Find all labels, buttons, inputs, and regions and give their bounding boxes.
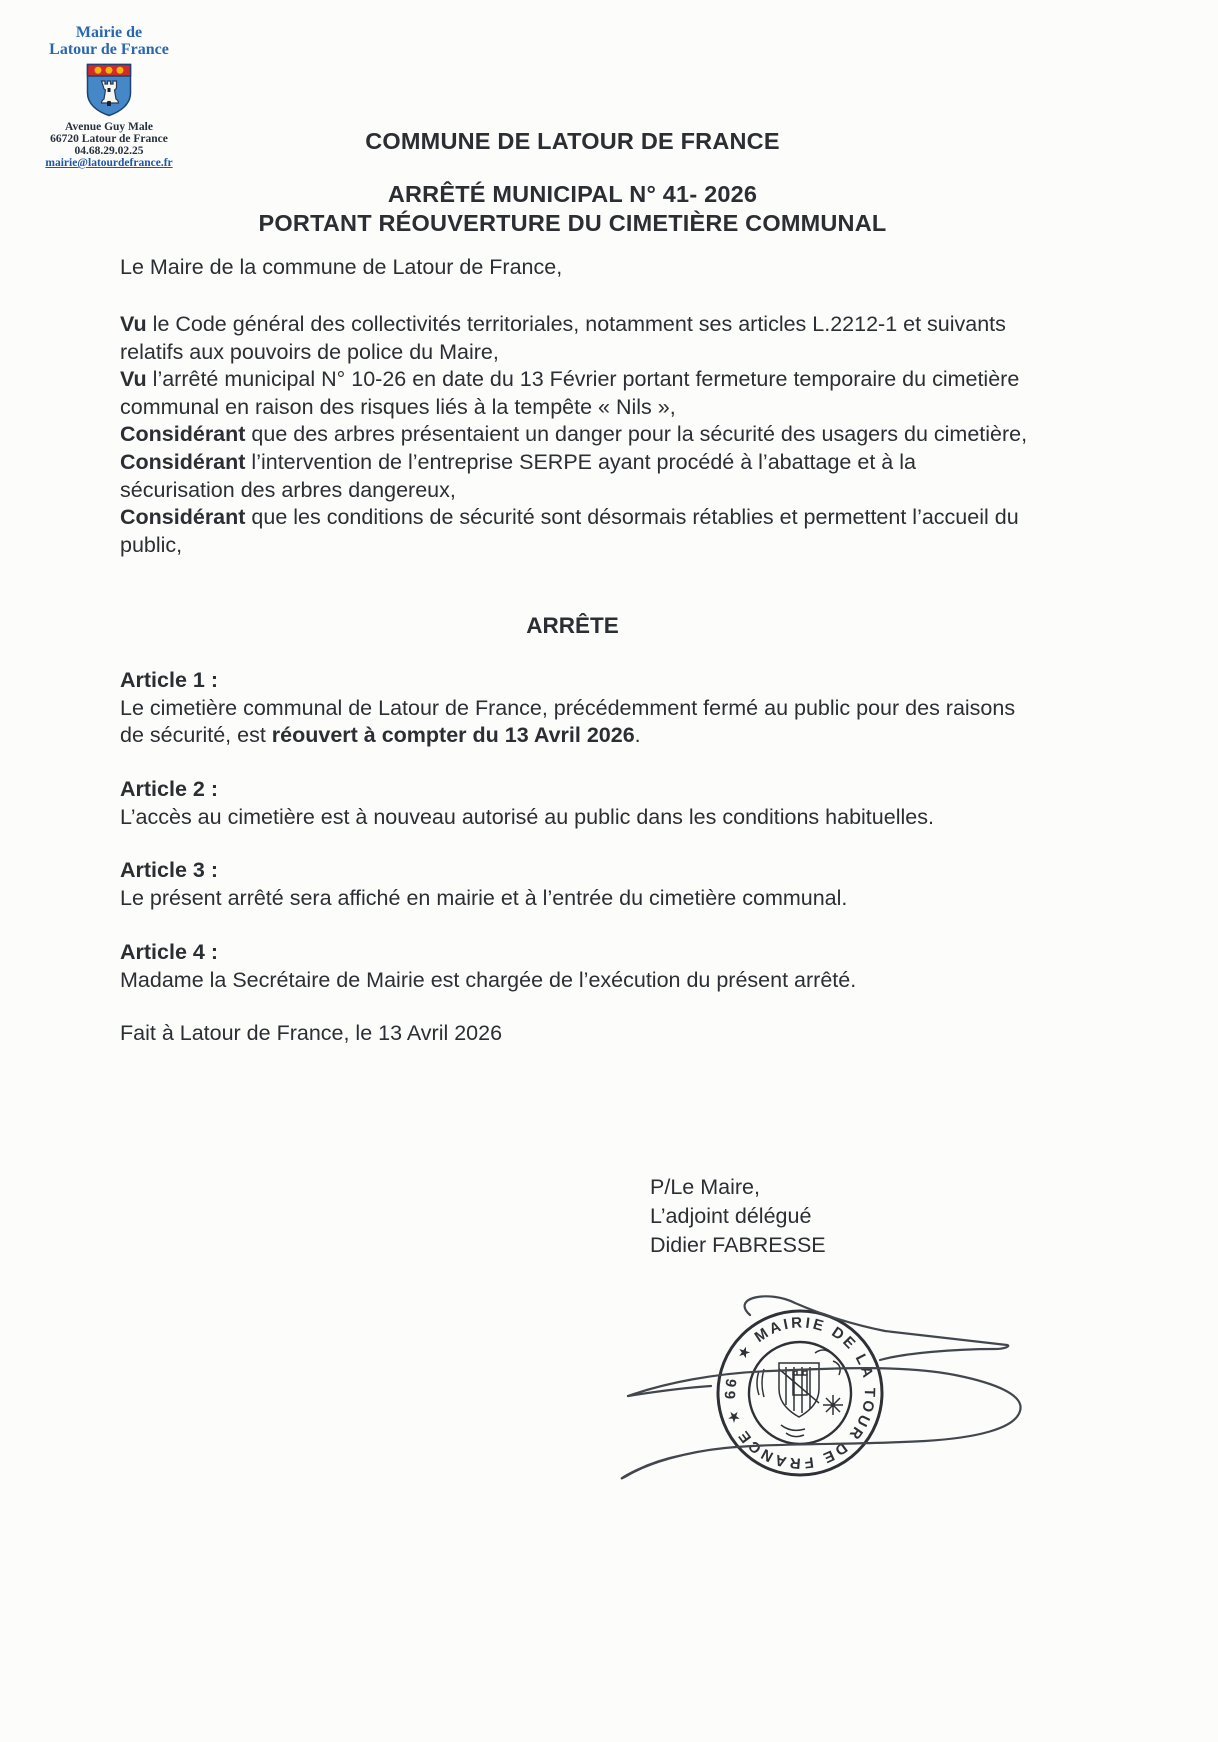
article-3-text: Le présent arrêté sera affiché en mairie et à l’entrée du cimetière communal. [120, 885, 848, 910]
stamp-outer-ring [718, 1311, 882, 1475]
besant-1 [95, 67, 102, 74]
article-2-heading: Article 2 : [120, 777, 218, 801]
tower-door [107, 101, 111, 106]
stamp-and-signature [553, 1283, 1045, 1525]
stamp-emblem [757, 1350, 843, 1437]
tower-window [108, 88, 111, 92]
article-2-text: L’accès au cimetière est à nouveau autorisé au public dans les conditions habituelles. [120, 804, 934, 829]
address-city: 66720 Latour de France [50, 133, 168, 145]
stamp-ring-text: ★ MAIRIE DE LA TOUR DE FRANCE ★ 66 [722, 1314, 878, 1472]
recital-considerant-3 [120, 504, 1028, 559]
decree-number-line: ARRÊTÉ MUNICIPAL N° 41- 2026 [387, 181, 758, 207]
letterhead-org [26, 24, 192, 58]
article-1-text-end: . [634, 723, 641, 748]
recital-text: que des arbres présentaient un danger pour la sécurité des usagers du cimetière, [245, 422, 1028, 447]
org-line-2: Latour de France [49, 41, 169, 58]
recital-lead: Considérant [120, 505, 246, 530]
municipal-stamp [718, 1311, 882, 1475]
article-1 [120, 667, 1028, 750]
signature-name: Didier FABRESSE [650, 1233, 826, 1257]
article-3-heading: Article 3 : [120, 858, 218, 882]
intro-line: Le Maire de la commune de Latour de France, [120, 255, 563, 279]
article-1-text [120, 695, 1028, 750]
article-2 [120, 776, 1028, 831]
email-link[interactable]: mairie@latourdefrance.fr [45, 157, 173, 169]
recital-considerant-2 [120, 449, 1028, 504]
recital-lead: Vu [120, 312, 147, 336]
address-phone: 04.68.29.02.25 [74, 145, 144, 157]
recital-text: que les conditions de sécurité sont désormais rétablies et permettent l’accueil du public, [120, 505, 1019, 557]
article-4 [120, 939, 1028, 994]
recital-lead: Considérant [120, 449, 246, 474]
recital-lead: Vu [120, 367, 147, 392]
article-1-text-bold: réouvert à compter du 13 Avril 2026 [271, 723, 635, 748]
recitals-block [120, 311, 1028, 559]
article-4-heading: Article 4 : [120, 940, 218, 964]
stamp-inner-ring [749, 1342, 851, 1444]
recital-vu-2 [120, 366, 1028, 421]
besant-3 [117, 67, 124, 74]
document-header [120, 129, 1025, 237]
page-title: COMMUNE DE LATOUR DE FRANCE [365, 128, 780, 154]
recital-text: l’intervention de l’entreprise SERPE ayant procédé à l’abattage et à la sécurisation des arbres dangereux, [120, 449, 916, 502]
article-1-heading: Article 1 : [120, 668, 218, 692]
org-line-1: Mairie de [75, 24, 143, 41]
address-street: Avenue Guy Male [65, 121, 153, 133]
coat-of-arms-icon [84, 61, 134, 119]
article-1-text-start: Le cimetière communal de Latour de France, précédemment fermé au public pour des raisons de sécurité, est [120, 695, 1016, 748]
recital-text: l’arrêté municipal N° 10-26 en date du 13 Février portant fermeture temporaire du cimetière communal en raison des risques liés à la tempête « Nils », [120, 367, 1020, 419]
recital-text: le Code général des collectivités territoriales, notamment ses articles L.2212-1 et suivants relatifs aux pouvoirs de police du Maire, [120, 312, 1006, 364]
article-4-text: Madame la Secrétaire de Mairie est chargée de l’exécution du présent arrêté. [120, 967, 857, 992]
place-date-line: Fait à Latour de France, le 13 Avril 2026 [120, 1021, 503, 1045]
article-3 [120, 857, 1028, 912]
signature-role-line: P/Le Maire, [650, 1175, 760, 1199]
decree-subject-line: PORTANT RÉOUVERTURE DU CIMETIÈRE COMMUNAL [258, 209, 887, 236]
signature-title-line: L’adjoint délégué [650, 1204, 812, 1228]
signature-block [650, 1173, 826, 1260]
decree-word: ARRÊTE [526, 613, 619, 638]
recital-considerant-1 [120, 421, 1028, 449]
besant-2 [106, 67, 113, 74]
recital-vu-1 [120, 311, 1028, 366]
recital-lead: Considérant [120, 422, 246, 447]
intro-block [120, 254, 1028, 282]
